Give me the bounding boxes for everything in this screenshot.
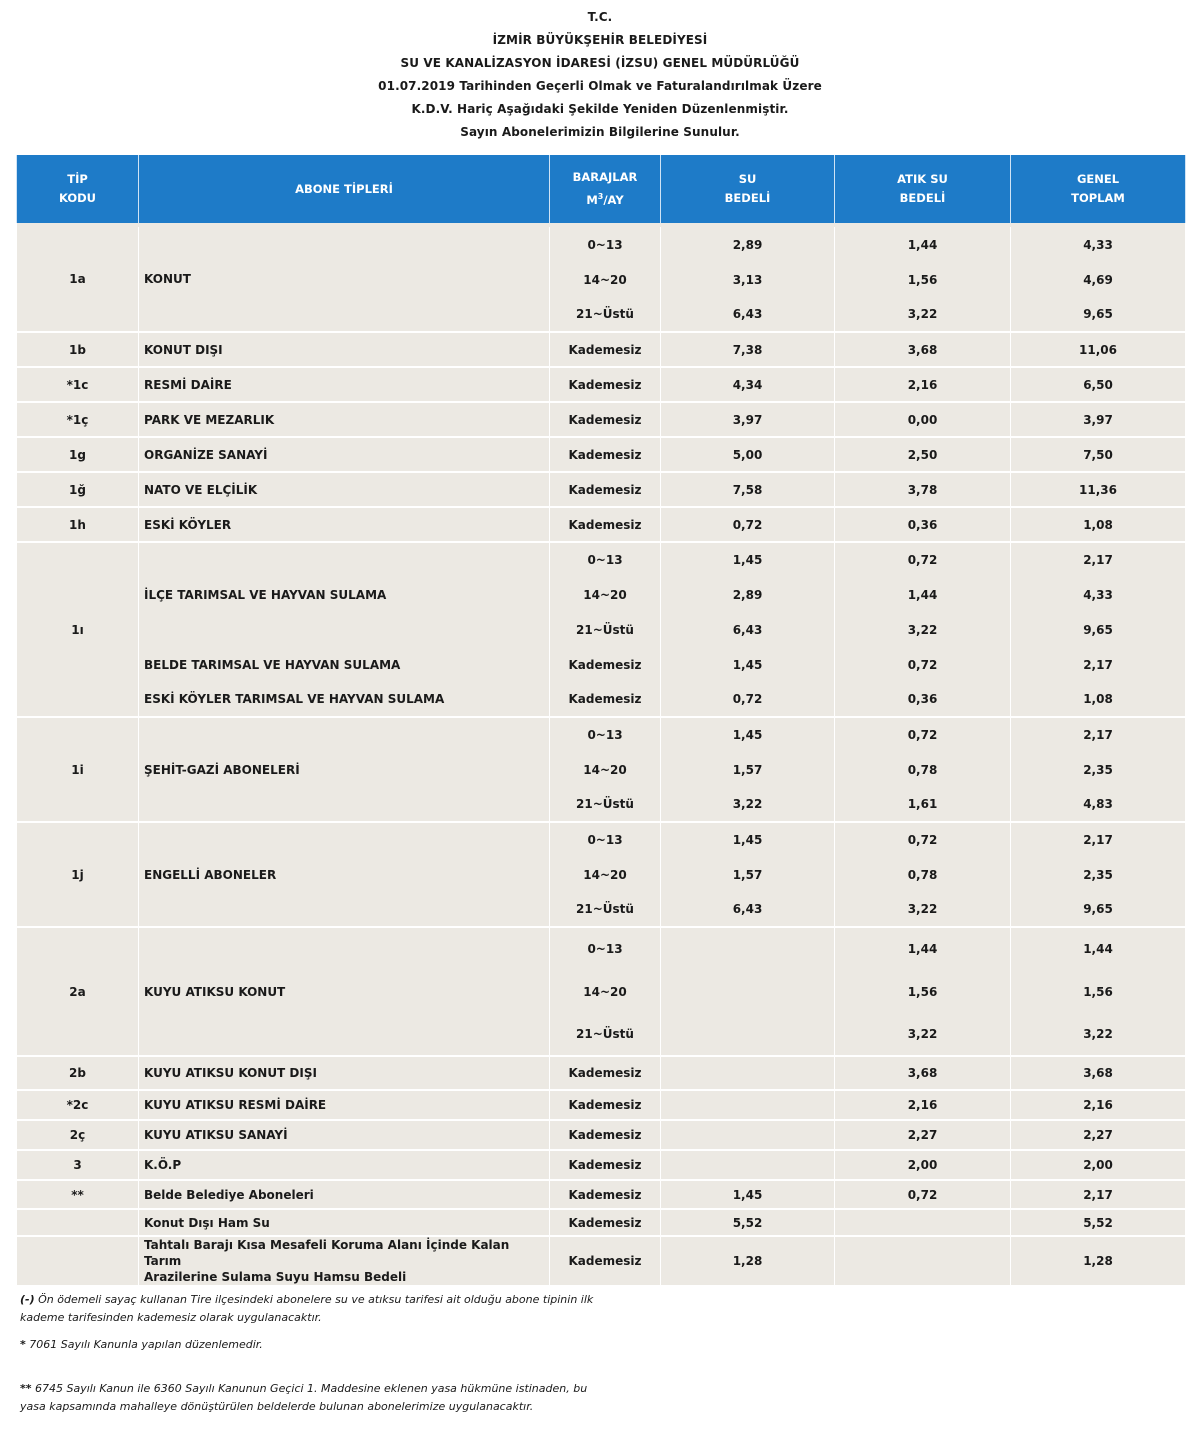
total: 4,33: [1011, 227, 1186, 262]
wastewater-fee: 3,68: [835, 1056, 1011, 1090]
document-header: [0, 6, 1200, 144]
tier: Kademesiz: [550, 367, 661, 402]
tier: 14~20: [550, 262, 661, 297]
water-fee: [661, 1013, 835, 1056]
water-fee: [661, 1120, 835, 1150]
table-row: [17, 1150, 1186, 1180]
total: 9,65: [1011, 297, 1186, 332]
table-row: [17, 437, 1186, 472]
subscriber-type: KONUT: [139, 227, 550, 332]
type-code: *1c: [17, 367, 139, 402]
water-fee: 0,72: [661, 507, 835, 542]
table-row: [17, 822, 1186, 857]
wastewater-fee: 2,16: [835, 1090, 1011, 1120]
wastewater-fee: 1,44: [835, 227, 1011, 262]
table-row: [17, 1090, 1186, 1120]
header-line-izsu: SU VE KANALİZASYON İDARESİ (İZSU) GENEL MÜDÜRLÜĞÜ: [400, 56, 800, 70]
subscriber-type: KUYU ATIKSU KONUT DIŞI: [139, 1056, 550, 1090]
total: 9,65: [1011, 612, 1186, 647]
header-abone-tipleri: ABONE TİPLERİ: [139, 155, 550, 223]
tier: Kademesiz: [550, 1150, 661, 1180]
tier: 0~13: [550, 717, 661, 752]
wastewater-fee: 0,72: [835, 822, 1011, 857]
header-tip-kodu: TİP KODU: [17, 155, 139, 223]
header-line-municipality: İZMİR BÜYÜKŞEHİR BELEDİYESİ: [492, 33, 708, 47]
water-fee: 1,45: [661, 717, 835, 752]
wastewater-fee: 3,78: [835, 472, 1011, 507]
tier: 21~Üstü: [550, 297, 661, 332]
total: 11,06: [1011, 332, 1186, 367]
tier: Kademesiz: [550, 1090, 661, 1120]
total: 2,17: [1011, 1180, 1186, 1209]
water-fee: [661, 1056, 835, 1090]
tier: 21~Üstü: [550, 892, 661, 927]
subscriber-type: ENGELLİ ABONELER: [139, 822, 550, 927]
total: 3,97: [1011, 402, 1186, 437]
tier: Kademesiz: [550, 472, 661, 507]
header-su-bedeli: SU BEDELİ: [661, 155, 835, 223]
header-line-validity: 01.07.2019 Tarihinden Geçerli Olmak ve Faturalandırılmak Üzere: [378, 79, 822, 93]
table-row: [17, 927, 1186, 970]
footnote-law-7061: * 7061 Sayılı Kanunla yapılan düzenlemedir.: [20, 1338, 263, 1351]
water-fee: 6,43: [661, 892, 835, 927]
tier: 21~Üstü: [550, 1013, 661, 1056]
subscriber-type: KONUT DIŞI: [139, 332, 550, 367]
table-row: [17, 332, 1186, 367]
tier: Kademesiz: [550, 1209, 661, 1236]
wastewater-fee: 0,36: [835, 682, 1011, 717]
total: 1,28: [1011, 1236, 1186, 1285]
water-fee: 4,34: [661, 367, 835, 402]
wastewater-fee: [835, 1209, 1011, 1236]
water-fee: 7,58: [661, 472, 835, 507]
subscriber-type: ESKİ KÖYLER TARIMSAL VE HAYVAN SULAMA: [139, 682, 550, 717]
subscriber-type: Belde Belediye Aboneleri: [139, 1180, 550, 1209]
wastewater-fee: 1,56: [835, 970, 1011, 1013]
table-row: [17, 367, 1186, 402]
total: 2,16: [1011, 1090, 1186, 1120]
wastewater-fee: 2,16: [835, 367, 1011, 402]
tier: 0~13: [550, 542, 661, 577]
table-row: [17, 227, 1186, 262]
wastewater-fee: 2,00: [835, 1150, 1011, 1180]
wastewater-fee: 1,56: [835, 262, 1011, 297]
water-fee: 3,97: [661, 402, 835, 437]
tier: 21~Üstü: [550, 787, 661, 822]
type-code: 1g: [17, 437, 139, 472]
water-fee: 0,72: [661, 682, 835, 717]
type-code: 1b: [17, 332, 139, 367]
table-row: [17, 1056, 1186, 1090]
subscriber-type: PARK VE MEZARLIK: [139, 402, 550, 437]
type-code: 1a: [17, 227, 139, 332]
water-fee: 1,45: [661, 822, 835, 857]
tier: Kademesiz: [550, 1180, 661, 1209]
water-fee: 5,52: [661, 1209, 835, 1236]
type-code: **: [17, 1180, 139, 1209]
total: 1,56: [1011, 970, 1186, 1013]
table-row: [17, 542, 1186, 577]
wastewater-fee: 3,22: [835, 297, 1011, 332]
header-line-kdv: K.D.V. Hariç Aşağıdaki Şekilde Yeniden Düzenlenmiştir.: [411, 102, 789, 116]
tier: Kademesiz: [550, 1120, 661, 1150]
water-fee: 6,43: [661, 612, 835, 647]
water-fee: 6,43: [661, 297, 835, 332]
tier: 0~13: [550, 822, 661, 857]
wastewater-fee: 0,72: [835, 647, 1011, 682]
water-fee: 1,57: [661, 752, 835, 787]
total: 4,33: [1011, 577, 1186, 612]
tier: Kademesiz: [550, 647, 661, 682]
subscriber-type: Konut Dışı Ham Su: [139, 1209, 550, 1236]
total: 6,50: [1011, 367, 1186, 402]
wastewater-fee: 0,00: [835, 402, 1011, 437]
wastewater-fee: 3,22: [835, 892, 1011, 927]
wastewater-fee: 0,36: [835, 507, 1011, 542]
wastewater-fee: 3,68: [835, 332, 1011, 367]
header-atik-su-bedeli: ATIK SU BEDELİ: [835, 155, 1011, 223]
type-code: 1ğ: [17, 472, 139, 507]
subscriber-type: Tahtalı Barajı Kısa Mesafeli Koruma Alanı İçinde Kalan Tarım Arazilerine Sulama Suyu Hamsu Bedeli: [139, 1236, 550, 1285]
water-fee: [661, 927, 835, 970]
subscriber-type: BELDE TARIMSAL VE HAYVAN SULAMA: [139, 647, 550, 682]
tier: Kademesiz: [550, 332, 661, 367]
tier: 0~13: [550, 227, 661, 262]
type-code: 2a: [17, 927, 139, 1056]
water-fee: 1,57: [661, 857, 835, 892]
water-fee: 7,38: [661, 332, 835, 367]
type-code: [17, 1209, 139, 1236]
subscriber-type: RESMİ DAİRE: [139, 367, 550, 402]
total: 2,17: [1011, 647, 1186, 682]
tier: 14~20: [550, 970, 661, 1013]
table-header-row: [17, 155, 1186, 223]
header-line-tc: T.C.: [587, 10, 613, 24]
tier: 21~Üstü: [550, 612, 661, 647]
total: 1,44: [1011, 927, 1186, 970]
type-code: [17, 1236, 139, 1285]
total: 2,35: [1011, 752, 1186, 787]
tier: 14~20: [550, 752, 661, 787]
table-row: [17, 1209, 1186, 1236]
wastewater-fee: 1,61: [835, 787, 1011, 822]
water-fee: 1,45: [661, 647, 835, 682]
tier: Kademesiz: [550, 507, 661, 542]
total: 7,50: [1011, 437, 1186, 472]
tariff-table: [16, 155, 1186, 1285]
total: 2,35: [1011, 857, 1186, 892]
header-genel-toplam: GENEL TOPLAM: [1011, 155, 1186, 223]
type-code: 1i: [17, 717, 139, 822]
water-fee: 3,13: [661, 262, 835, 297]
subscriber-type: KUYU ATIKSU KONUT: [139, 927, 550, 1056]
footnote-prepaid-meter: (-) Ön ödemeli sayaç kullanan Tire ilçesindeki abonelere su ve atıksu tarifesi ait olduğu abone tipinin ilk kademe tarifesinden kademesiz olarak uygulanacaktır.: [20, 1293, 594, 1324]
wastewater-fee: 0,72: [835, 717, 1011, 752]
total: 1,08: [1011, 507, 1186, 542]
tier: Kademesiz: [550, 1236, 661, 1285]
type-code: 3: [17, 1150, 139, 1180]
wastewater-fee: 1,44: [835, 577, 1011, 612]
table-row: [17, 1180, 1186, 1209]
type-code: 1h: [17, 507, 139, 542]
water-fee: 1,28: [661, 1236, 835, 1285]
wastewater-fee: 0,78: [835, 752, 1011, 787]
total: 3,22: [1011, 1013, 1186, 1056]
table-row: [17, 647, 1186, 682]
header-line-notice: Sayın Abonelerimizin Bilgilerine Sunulur.: [460, 125, 740, 139]
wastewater-fee: 1,44: [835, 927, 1011, 970]
tier: Kademesiz: [550, 682, 661, 717]
wastewater-fee: 0,72: [835, 1180, 1011, 1209]
wastewater-fee: 2,27: [835, 1120, 1011, 1150]
subscriber-type: ŞEHİT-GAZİ ABONELERİ: [139, 717, 550, 822]
total: 2,17: [1011, 717, 1186, 752]
table-row: [17, 1120, 1186, 1150]
water-fee: 1,45: [661, 542, 835, 577]
water-fee: 2,89: [661, 577, 835, 612]
water-fee: 5,00: [661, 437, 835, 472]
type-code: *1ç: [17, 402, 139, 437]
water-fee: 2,89: [661, 227, 835, 262]
wastewater-fee: [835, 1236, 1011, 1285]
wastewater-fee: 0,72: [835, 542, 1011, 577]
total: 4,69: [1011, 262, 1186, 297]
type-code: 1ı: [17, 542, 139, 717]
tier: Kademesiz: [550, 402, 661, 437]
total: 11,36: [1011, 472, 1186, 507]
table-row: [17, 402, 1186, 437]
type-code: 1j: [17, 822, 139, 927]
subscriber-type: ESKİ KÖYLER: [139, 507, 550, 542]
total: 2,27: [1011, 1120, 1186, 1150]
tier: Kademesiz: [550, 437, 661, 472]
table-row: [17, 682, 1186, 717]
type-code: 2b: [17, 1056, 139, 1090]
water-fee: [661, 970, 835, 1013]
table-row: [17, 717, 1186, 752]
tier: Kademesiz: [550, 1056, 661, 1090]
total: 2,17: [1011, 822, 1186, 857]
table-row: [17, 507, 1186, 542]
water-fee: [661, 1090, 835, 1120]
total: 2,17: [1011, 542, 1186, 577]
table-row: [17, 472, 1186, 507]
subscriber-type: İLÇE TARIMSAL VE HAYVAN SULAMA: [139, 542, 550, 647]
total: 4,83: [1011, 787, 1186, 822]
subscriber-type: ORGANİZE SANAYİ: [139, 437, 550, 472]
wastewater-fee: 2,50: [835, 437, 1011, 472]
wastewater-fee: 0,78: [835, 857, 1011, 892]
total: 3,68: [1011, 1056, 1186, 1090]
subscriber-type: NATO VE ELÇİLİK: [139, 472, 550, 507]
total: 2,00: [1011, 1150, 1186, 1180]
subscriber-type: KUYU ATIKSU SANAYİ: [139, 1120, 550, 1150]
total: 5,52: [1011, 1209, 1186, 1236]
tier: 14~20: [550, 857, 661, 892]
total: 9,65: [1011, 892, 1186, 927]
type-code: 2ç: [17, 1120, 139, 1150]
type-code: *2c: [17, 1090, 139, 1120]
water-fee: 3,22: [661, 787, 835, 822]
water-fee: 1,45: [661, 1180, 835, 1209]
tier: 14~20: [550, 577, 661, 612]
wastewater-fee: 3,22: [835, 612, 1011, 647]
wastewater-fee: 3,22: [835, 1013, 1011, 1056]
subscriber-type: K.Ö.P: [139, 1150, 550, 1180]
table-row: [17, 1236, 1186, 1285]
water-fee: [661, 1150, 835, 1180]
header-barajlar: BARAJLAR $M^3/AY$: [550, 155, 661, 223]
subscriber-type: KUYU ATIKSU RESMİ DAİRE: [139, 1090, 550, 1120]
tier: 0~13: [550, 927, 661, 970]
total: 1,08: [1011, 682, 1186, 717]
footnote-law-6745: ** 6745 Sayılı Kanun ile 6360 Sayılı Kanunun Geçici 1. Maddesine eklenen yasa hükmüne istinaden, bu yasa kapsamında mahalleye dönüştürülen beldelerde bulunan abonelerimize uygulanacaktır.: [20, 1382, 588, 1413]
